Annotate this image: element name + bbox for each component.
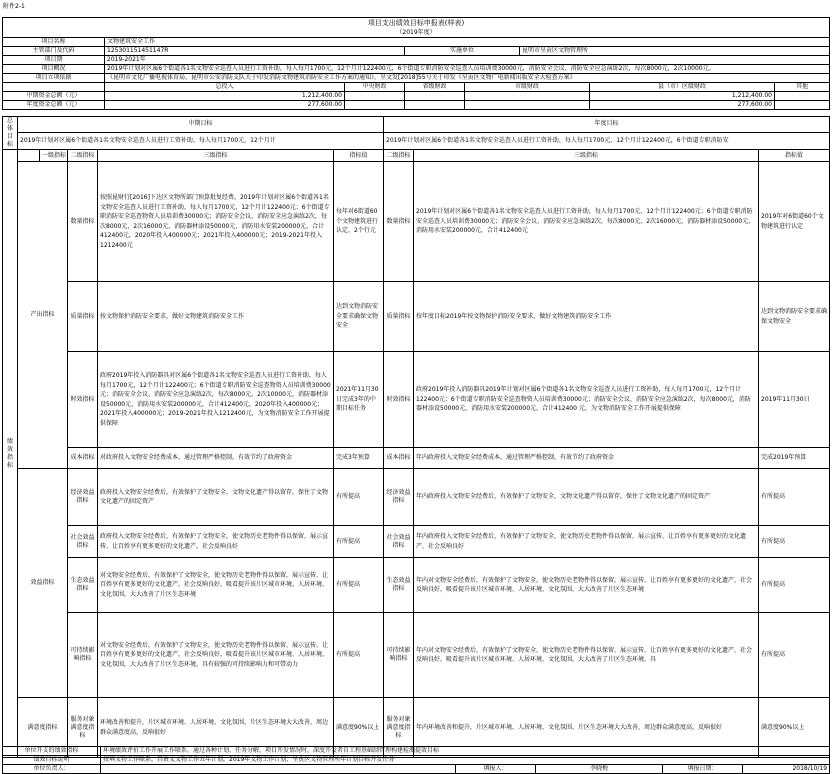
satisfaction-indicators-label: 满意度指标: [18, 698, 68, 758]
indicator-mid-value: 达到文物消防安全要求确保文物安全: [334, 282, 384, 352]
indicator-l2b: 成本指标: [384, 448, 414, 469]
filler-name: 李晓梅: [536, 765, 663, 774]
period-label: 项目期: [3, 56, 105, 65]
impl-label: 实施单位: [405, 47, 520, 56]
funds-header-province: 省级财政: [405, 83, 465, 92]
header-valb: 指标值: [759, 150, 830, 162]
annual-funds-county: 277,600.00: [590, 101, 775, 110]
indicator-annual-value: 2019年11月30日: [759, 352, 830, 448]
indicator-annual-value: 满意度90%以上: [759, 698, 830, 758]
indicator-annual-value: 有所提高: [759, 613, 830, 698]
project-info-table: [2, 17, 830, 110]
annual-funds-label: 年度资金总额（元）: [3, 101, 105, 110]
indicator-l2: 经济效益指标: [68, 469, 98, 526]
indicator-l2b: 社会效益指标: [384, 526, 414, 558]
funds-header-county: 县（市）区级财政: [590, 83, 775, 92]
header-l3: 三级指标: [98, 150, 334, 162]
indicator-annual-text: 年内环境改善和提升，片区城市环境、人居环境、文化氛围、片区生态环境大大改善，周边群众满意度高，反响很好: [414, 698, 759, 758]
indicator-mid-text: 对文物安全经费后，有效保护了文物安全，使文物历史老物件得以保留，展示宣传、让百姓享有更多更好的文化遗产，社会反响良好，吸看提升该片区城市环境、人居环境、文化氛围，大大改善了片区生态环境: [98, 558, 334, 613]
indicator-mid-value: 有所提高: [334, 558, 384, 613]
mid-goal-text: 2019年计划对区属6个街道各1名文物安全巡查人员进行工资补助，每人每月1700元，12个月计: [18, 132, 384, 149]
indicator-mid-value: 有所提高: [334, 469, 384, 526]
indicator-mid-text: 对政府投入文物安全经费成本，通过管理严格控制，有效节约了政府资金: [98, 448, 334, 469]
mid-goal-label: 中期目标: [18, 117, 384, 133]
indicator-annual-text: 按年度目标2019年按文物保护消防安全要求，做好文物建筑消防安全工作: [414, 282, 759, 352]
note2-text: 按填文物工作联系，昌贡文文物工作五年计划，2019年文物工作计划，呈贡区文物管理所年计划目标开发任务: [101, 756, 830, 765]
header-l1: 一级指标: [40, 150, 68, 162]
indicator-annual-text: 年内对文物安全经费后，有效保护了文物安全，使文物历史老物件得以保留，展示宣传、让百姓享有更多更好的文化遗产，社会反响良好，吸看提升该片区城市环境、人居环境、文化氛围，大大改善了片区生态环境: [414, 558, 759, 613]
indicator-mid-text: 政府2019年投入消防器具对区属6个街道各1名文物安全巡查人员进行工资补助，每人每月1700元，12个月计122400元；6个街道专职消防安全巡查物资人员培训费30000元；消防安全会议、消防安全应急演练2次，每次8000元，2次10000元，消防器材添设50000元，消防用水安装200000元，合计412400元，2020年投入400000元；2021年投入400000元；2019-2021年投入1212400元，为文物消防安全工作开展提供保障: [98, 352, 334, 448]
header-l2b: 二级指标: [384, 150, 414, 162]
indicator-mid-text: 对文物安全经费后，有效保护了文物安全，使文物历史老物件得以保留，展示宣传、让百姓享有更多更好的文化遗产，社会反响良好，吸看提升该片区城市环境、人居环境、文化氛围，大大改善了片区生态环境，具有较强的可持续影响力和可带动力: [98, 613, 334, 698]
indicator-l2b: 生态效益指标: [384, 558, 414, 613]
note1-text: 环境绩效评价工作开展工作联系，通过各种计划、任务分解，项目开发情况时，深度开发者自工程基础制管理构建检测提效目标: [101, 747, 830, 756]
indicator-l2b: 数量指标: [384, 162, 414, 282]
indicator-l2: 质量指标: [68, 282, 98, 352]
indicator-annual-value: 有所提高: [759, 558, 830, 613]
mid-funds-total: 1,212,400.00: [105, 92, 345, 101]
contact-label: 单位负责人：: [3, 765, 101, 774]
indicator-mid-value: 有所提高: [334, 613, 384, 698]
indicator-l2: 时效指标: [68, 352, 98, 448]
filler-label: 填报人：: [456, 765, 536, 774]
indicator-annual-value: 有所提高: [759, 526, 830, 558]
indicator-mid-text: 政府投入文物安全经费后，有效保护了文物安全，使文物历史老物件得以保留，展示宣传、让百姓享有更多更好的文化遗产，社会反响良好: [98, 526, 334, 558]
funds-header-city: 市级财政: [465, 83, 590, 92]
indicator-l2: 数量指标: [68, 162, 98, 282]
period-value: 2019-2021年: [105, 56, 830, 65]
indicator-mid-value: 满意度90%以上: [334, 698, 384, 758]
dept-label: 主管部门及代码: [3, 47, 105, 56]
indicator-l2: 成本指标: [68, 448, 98, 469]
indicator-annual-text: 2019年计划对区属6个街道各1名文物安全巡查人员进行工资补助，每人每月1700元，12个月计122400元；6个街道专职消防安全巡查人员培训费30000元；消防安全会议、消防安全应急演练2次，每次8000元，2次16000元，消防器材添设50000元，消防用水安装200000元，合计412400元: [414, 162, 759, 282]
indicator-l2: 可持续影响指标: [68, 613, 98, 698]
indicators-side-label: 绩效指标: [3, 150, 18, 758]
indicator-mid-text: 按照昆财行[2016]下达区文物所部门预算批复经费，2019年计划对区属6个街道各1名文物安全巡查人员进行工资补助，每人每月1700元，12个月计122400元；6个街道专职消防安全巡查物资人员培训费30000元；消防安全会议、消防安全应急演练2次，每次8000元，2次16000元，消防器材添设50000元，消防用水安装200000元，合计412400元，2020年投入400000元；2021年投入400000元；2019-2021年投入1212400元: [98, 162, 334, 282]
annual-goal-label: 年度目标: [384, 117, 830, 133]
annual-goal-text: 2019年计划对区属6个街道各1名文物安全巡查人员进行工资补助，每人每月1700元，12个月计122400元，6个街道专职消防安: [384, 132, 830, 149]
date-label: 填报日期：: [663, 765, 743, 774]
indicator-l2: 服务对象满意度指标: [68, 698, 98, 758]
indicator-l2: 生态效益指标: [68, 558, 98, 613]
form-year: （2019年度）: [3, 28, 830, 38]
indicator-annual-text: 年内对文物安全经费后，有效保护了文物安全，使文物历史老物件得以保留，展示宣传、让百姓享有更多更好的文化遗产，社会反响良好，吸看提升该片区城市环境、人居环境、文化氛围，大大改善了片区生态环境，具: [414, 613, 759, 698]
indicator-annual-value: 达到文物消防安全要求确保文物安全: [759, 282, 830, 352]
basis-label: 项目立项依据: [3, 74, 105, 83]
annual-funds-total: 277,600.00: [105, 101, 345, 110]
mid-funds-label: 中期资金总额（元）: [3, 92, 105, 101]
overview-label: 项目概况: [3, 65, 105, 74]
funds-header-other: 其他: [775, 83, 830, 92]
indicator-annual-value: 完成2019年预算: [759, 448, 830, 469]
basis-text: 《昆明市文化广播电视体育局、昆明市公安消防支队关于印发消防文物建筑消防安全工作方案的通知》，呈文发[2018]55号关于印发《呈贡区文物广电新闻出版安全大检查方案》: [105, 74, 830, 83]
footer-table: [2, 746, 830, 774]
overview-text: 2019年计划对区属6个街道各1名文物安全巡查人员进行工资补助，每人每月1700元，12个月计122400元，6个街道专职消防安全巡查人员培训费30000元，消防安全会议、消防安全应急演练2次，每次8000元，2次10000元。: [105, 65, 830, 74]
annex-label: 附件2-1: [3, 3, 25, 10]
indicator-l2: 社会效益指标: [68, 526, 98, 558]
project-name-label: 项目名称: [3, 38, 105, 47]
funds-header-total: 总投入: [105, 83, 345, 92]
fill-date: 2018/10/19: [743, 765, 830, 774]
project-name-value: 文物建筑安全工作: [105, 38, 830, 47]
header-val: 指标值: [334, 150, 384, 162]
indicator-mid-value: 完成3年预算: [334, 448, 384, 469]
indicator-mid-value: 每年对6街道60个文物建筑进行认定，2个行元: [334, 162, 384, 282]
mid-funds-county: 1,212,400.00: [590, 92, 775, 101]
indicator-l2b: 可持续影响指标: [384, 613, 414, 698]
note2-label: 绩效目标说明: [3, 756, 101, 765]
indicator-annual-text: 年内政府投入文物安全经费后，有效保护了文物安全，使文物历史老物件得以保留，展示宣传、让百姓享有更多更好的文化遗产，社会反响良好: [414, 526, 759, 558]
indicator-mid-text: 环境改善和提升，片区城市环境、人居环境、文化氛围、片区生态环境大大改善，周边群众满意度高，反响很好: [98, 698, 334, 758]
indicators-table: [2, 116, 830, 758]
header-l3b: 三级指标: [414, 150, 759, 162]
indicator-l2b: 经济效益指标: [384, 469, 414, 526]
indicator-mid-value: 2021年11月30日完成3年的中期目标任务: [334, 352, 384, 448]
benefit-indicators-label: 效益指标: [18, 469, 68, 698]
header-l2: 二级指标: [68, 150, 98, 162]
indicator-annual-value: 有所提高: [759, 469, 830, 526]
indicator-annual-text: 年内政府投入文物安全经费成本，通过管理严格控制，有效节约了政府资金: [414, 448, 759, 469]
dept-value: 125301151451147R: [105, 47, 405, 56]
impl-value: 昆明市呈贡区文物管理所: [520, 47, 830, 56]
indicator-mid-value: 有所提高: [334, 526, 384, 558]
indicator-l2b: 服务对象满意度指标: [384, 698, 414, 758]
output-indicators-label: 产出指标: [18, 162, 68, 469]
indicator-annual-text: 政府2019年投入消防器具2019年计划对区属6个街道各1名文物安全巡查人员进行工资补助，每人每月1700元，12个月计122400元；6个街道专职消防安全巡查物资人员培训费30000元；消防安全会议、消防安全应急演练2次，每次8000元，消防器材添设50000元，消防用水安装200000元，合计412400 元，为文物消防安全工作开展提供保障: [414, 352, 759, 448]
indicator-l2b: 质量指标: [384, 282, 414, 352]
indicator-l2b: 时效指标: [384, 352, 414, 448]
indicator-mid-text: 政府投入文物安全经费后，有效保护了文物安全，文物文化遗产得以留存，保住了文物文化遗产的固定资产: [98, 469, 334, 526]
indicator-annual-value: 2019年对6街道60个文物建筑进行认定: [759, 162, 830, 282]
indicator-annual-text: 年内政府投入文物安全经费后，有效保护了文物安全，文物文化遗产得以留存，保住了文物文化遗产的固定资产: [414, 469, 759, 526]
form-title: 项目支出绩效目标申报表(样表): [3, 18, 830, 29]
note1-label: 单位开支的绩效指标: [3, 747, 101, 756]
funds-header-central: 中央财政: [345, 83, 405, 92]
goal-side-label: 总体目标: [3, 117, 18, 150]
indicator-mid-text: 按文物保护消防安全要求，做好文物建筑消防安全工作: [98, 282, 334, 352]
